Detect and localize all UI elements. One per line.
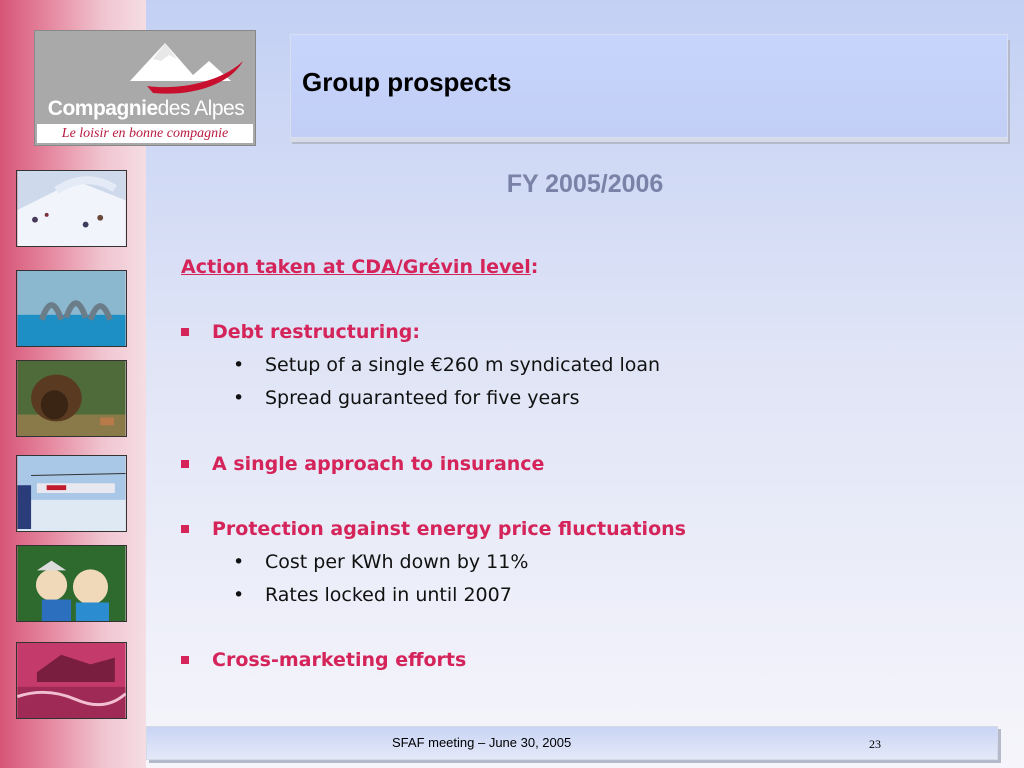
sub-bullet-label: Spread guaranteed for five years [265,387,580,409]
logo-brand: Compagniedes Alpes [47,97,245,120]
bullet-label: Cross-marketing efforts [212,649,467,671]
section-heading-link[interactable]: Action taken at CDA/Grévin level [181,256,531,278]
footer-text: SFAF meeting – June 30, 2005 [392,735,572,750]
company-logo [34,30,256,146]
page-subtitle: FY 2005/2006 [506,170,664,198]
page-number: 23 [869,737,881,751]
sub-bullet-label: Setup of a single €260 m syndicated loan [265,354,661,376]
bullet-label: Protection against energy price fluctuations [212,518,686,540]
dot-bullet-icon: • [233,584,245,606]
page-title: Group prospects [302,67,512,97]
square-bullet-icon [181,460,189,468]
bison-photo [16,360,127,437]
title-box [290,34,1008,138]
dot-bullet-icon: • [233,354,245,376]
water-ride-photo [16,642,127,719]
square-bullet-icon [181,328,189,336]
square-bullet-icon [181,656,189,664]
bullet-label: Debt restructuring: [212,321,420,343]
sub-bullet-label: Cost per KWh down by 11% [265,551,529,573]
sub-bullet-label: Rates locked in until 2007 [265,584,512,606]
dolphin-show-photo [16,270,127,347]
logo-tagline: Le loisir en bonne compagnie [37,124,253,143]
bullet-label: A single approach to insurance [212,453,545,475]
section-heading: Action taken at CDA/Grévin level: [181,256,539,278]
asterix-park-photo [16,545,127,622]
dot-bullet-icon: • [233,551,245,573]
dot-bullet-icon: • [233,387,245,409]
ski-slope-photo [16,170,127,247]
square-bullet-icon [181,525,189,533]
cable-car-photo [16,455,127,532]
